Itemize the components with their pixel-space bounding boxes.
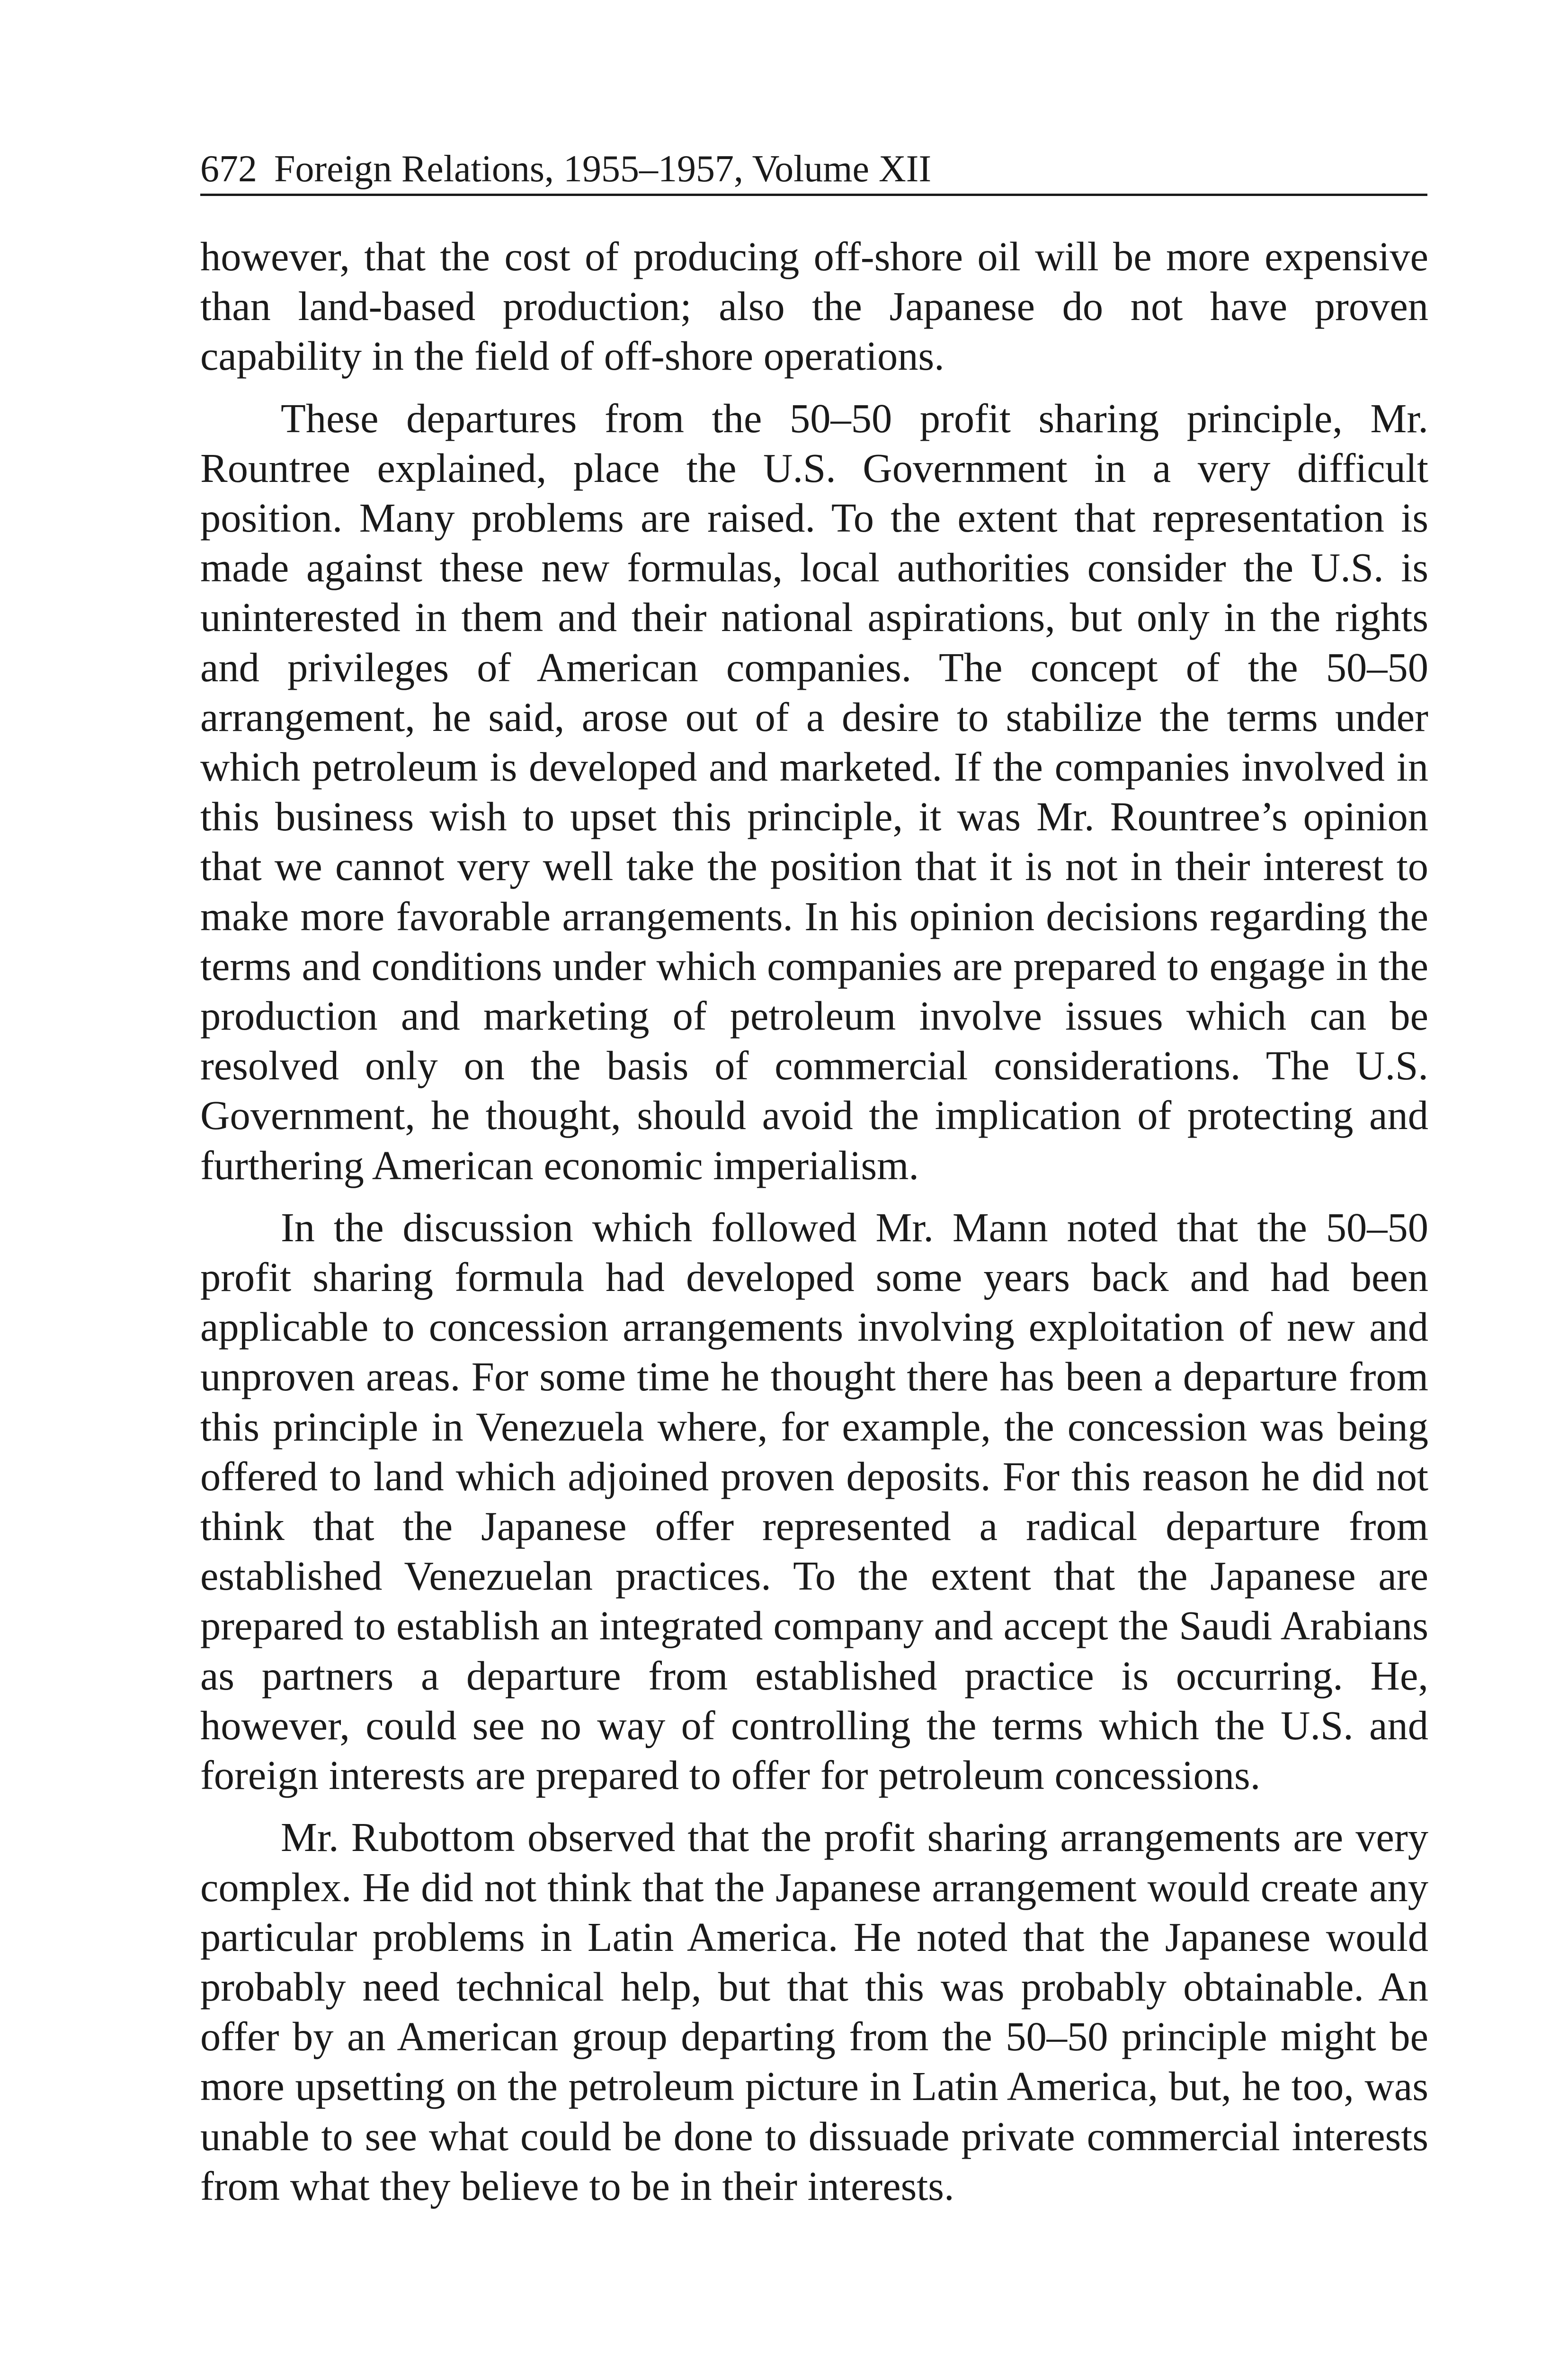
page-number: 672 xyxy=(200,148,257,190)
paragraph-rubottom: Mr. Rubottom observed that the profit sharing arrangements are very complex. He did not think that the Japanese arrangement would create any particular problems in Latin America. He noted that the Japanese would probably need technical help, but that this was probably obtainable. An offer by an American group departing from the 50–50 principle might be more upsetting on the petroleum picture in Latin America, but, he too, was unable to see what could be done to dissuade private commercial interests from what they believe to be in their interests. xyxy=(200,1815,1428,2209)
paragraph-rountree: These departures from the 50–50 profit sharing principle, Mr. Rountree explained, place the U.S. Government in a very difficult position. Many problems are raised. To the extent that representation is made against these new formulas, local authorities consider the U.S. is uninterested in them and their national aspirations, but only in the rights and privileges of American companies. The concept of the 50–50 arrangement, he said, arose out of a desire to stabilize the terms under which petroleum is developed and marketed. If the companies involved in this business wish to upset this principle, it was Mr. Rountree’s opinion that we cannot very well take the position that it is not in their interest to make more favorable arrangements. In his opinion decisions regarding the terms and conditions under which companies are prepared to engage in the production and marketing of petroleum involve issues which can be resolved only on the basis of commercial considerations. The U.S. Government, he thought, should avoid the implication of protecting and furthering American economic imperialism. xyxy=(200,395,1428,1188)
body-text xyxy=(200,232,1428,2211)
paragraph-mann: In the discussion which followed Mr. Mann noted that the 50–50 profit sharing formula had developed some years back and had been applicable to concession arrangements involving exploitation of new and unproven areas. For some time he thought there has been a departure from this principle in Venezuela where, for example, the concession was being offered to land which adjoined proven deposits. For this reason he did not think that the Japanese offer represented a radical departure from established Venezuelan practices. To the extent that the Japanese are prepared to establish an integrated company and accept the Saudi Arabians as partners a departure from established practice is occurring. He, however, could see no way of controlling the terms which the U.S. and foreign interests are prepared to offer for petroleum concessions. xyxy=(200,1204,1428,1798)
volume-title: Foreign Relations, 1955–1957, Volume XII xyxy=(274,148,932,190)
running-head-text xyxy=(200,150,931,188)
paragraph-continuation: however, that the cost of producing off-shore oil will be more expensive than land-based production; also the Japanese do not have proven capability in the field of off-shore operations. xyxy=(200,234,1428,379)
running-head xyxy=(200,140,1427,196)
